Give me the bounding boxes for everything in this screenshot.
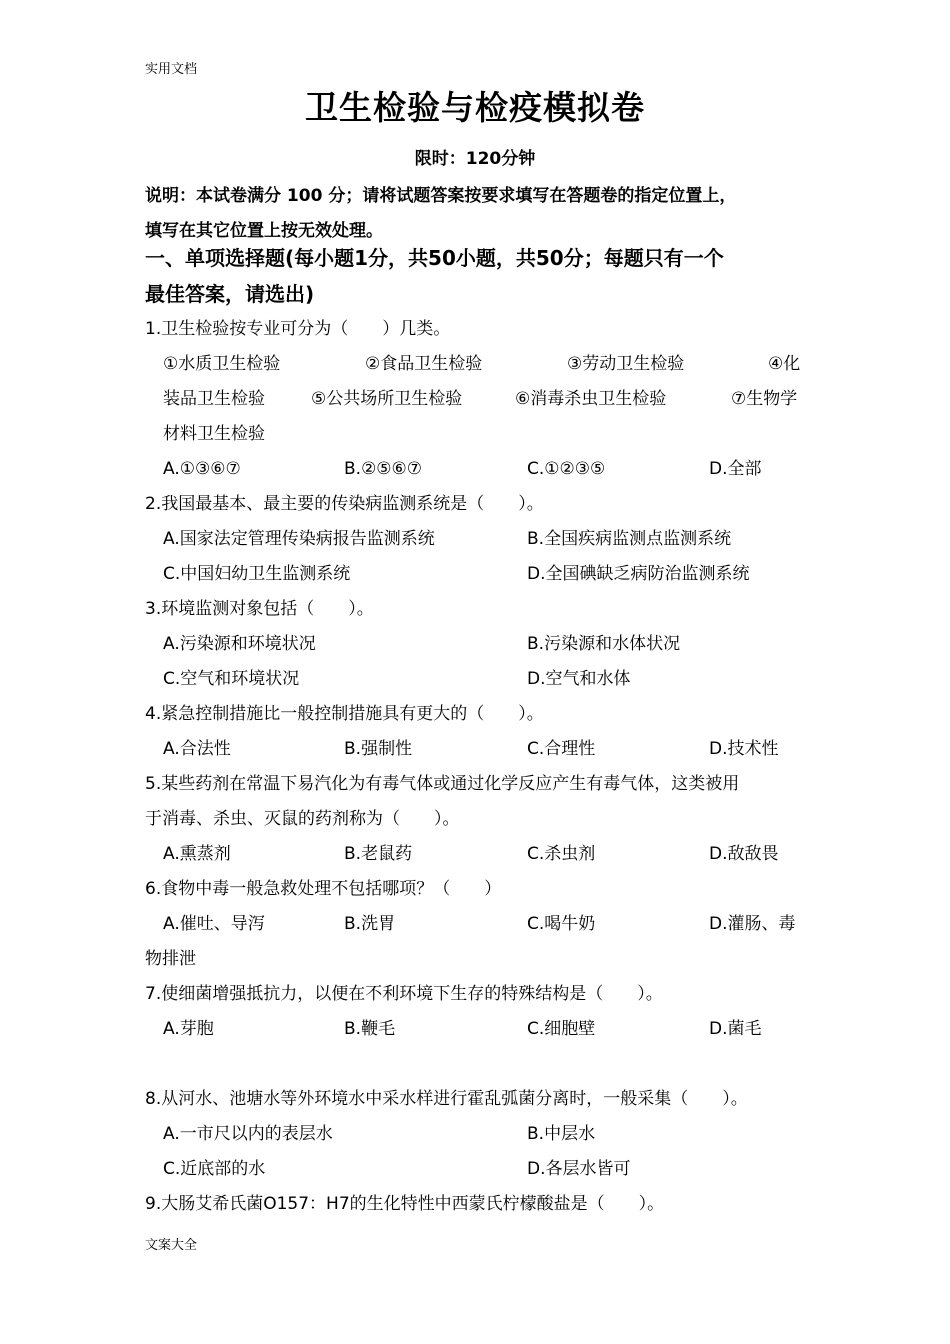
q4-option-b: B.强制性 (344, 739, 413, 759)
q7-option-a: A.芽胞 (163, 1019, 214, 1039)
instructions (145, 179, 810, 249)
question-5-stem-line-1: 5.某些药剂在常温下易汽化为有毒气体或通过化学反应产生有毒气体，这类被用 (145, 774, 740, 794)
question-3-stem: 3.环境监测对象包括（ ）。 (145, 599, 374, 619)
q1-item-7-cont: 材料卫生检验 (163, 424, 265, 444)
q6-option-a: A.催吐、导泻 (163, 914, 265, 934)
q7-option-c: C.细胞壁 (527, 1019, 596, 1039)
q5-option-a: A.熏蒸剂 (163, 844, 231, 864)
question-9-stem: 9.大肠艾希氏菌O157：H7的生化特性中西蒙氏柠檬酸盐是（ ）。 (145, 1194, 665, 1214)
q1-item-1: ①水质卫生检验 (163, 354, 281, 374)
q6-option-b: B.洗胃 (344, 914, 396, 934)
q6-option-d: D.灌肠、毒 (709, 914, 796, 934)
question-8-stem (145, 1082, 825, 1117)
question-5-stem (145, 767, 810, 837)
section-heading-line-1: 一、单项选择题(每小题1分，共50小题，共50分；每题只有一个 (145, 246, 724, 270)
q2-option-b: B.全国疾病监测点监测系统 (527, 529, 732, 549)
page-footer-note: 文案大全 (145, 1238, 198, 1253)
q1-item-4-part: ④化 (768, 354, 801, 374)
instructions-line-2: 填写在其它位置上按无效处理。 (145, 221, 383, 241)
q2-option-c: C.中国妇幼卫生监测系统 (163, 564, 351, 584)
q1-item-5: ⑤公共场所卫生检验 (311, 389, 463, 409)
time-limit: 限时：120分钟 (414, 149, 536, 169)
instructions-line-1: 说明：本试卷满分 100 分；请将试题答案按要求填写在答题卷的指定位置上， (145, 186, 737, 206)
q1-option-c: C.①②③⑤ (527, 459, 606, 479)
section-heading-line-2: 最佳答案，请选出) (145, 282, 315, 306)
question-8-stem-text: 8.从河水、池塘水等外环境水中采水样进行霍乱弧菌分离时，一般采集（ ）。 (145, 1089, 748, 1109)
q5-option-b: B.老鼠药 (344, 844, 413, 864)
question-1-stem: 1.卫生检验按专业可分为（ ）几类。 (145, 319, 451, 339)
question-5-stem-line-2: 于消毒、杀虫、灭鼠的药剂称为（ ）。 (145, 809, 460, 829)
q4-option-a: A.合法性 (163, 739, 231, 759)
q3-option-a: A.污染源和环境状况 (163, 634, 316, 654)
q1-item-4-cont: 装品卫生检验 (163, 389, 265, 409)
q8-option-c: C.近底部的水 (163, 1159, 266, 1179)
q1-item-2: ②食品卫生检验 (365, 354, 483, 374)
question-6-stem: 6.食物中毒一般急救处理不包括哪项？（ ） (145, 879, 502, 899)
q1-option-a: A.①③⑥⑦ (163, 459, 241, 479)
q8-option-b: B.中层水 (527, 1124, 596, 1144)
q7-option-b: B.鞭毛 (344, 1019, 396, 1039)
q5-option-c: C.杀虫剂 (527, 844, 596, 864)
exam-title: 卫生检验与检疫模拟卷 (305, 88, 645, 127)
q4-option-c: C.合理性 (527, 739, 596, 759)
q3-option-b: B.污染源和水体状况 (527, 634, 681, 654)
q2-option-a: A.国家法定管理传染病报告监测系统 (163, 529, 435, 549)
q1-item-6: ⑥消毒杀虫卫生检验 (515, 389, 667, 409)
question-4-stem: 4.紧急控制措施比一般控制措施具有更大的（ ）。 (145, 704, 544, 724)
q4-option-d: D.技术性 (709, 739, 779, 759)
q6-option-c: C.喝牛奶 (527, 914, 596, 934)
q1-item-7-part: ⑦生物学 (731, 389, 798, 409)
q8-option-d: D.各层水皆可 (527, 1159, 631, 1179)
section-heading (145, 240, 810, 312)
page-header-note: 实用文档 (145, 62, 198, 77)
q1-option-b: B.②⑤⑥⑦ (344, 459, 423, 479)
q3-option-d: D.空气和水体 (527, 669, 631, 689)
q7-option-d: D.菌毛 (709, 1019, 762, 1039)
q6-option-d-continuation: 物排泄 (145, 949, 196, 969)
question-2-stem: 2.我国最基本、最主要的传染病监测系统是（ ）。 (145, 494, 544, 514)
q3-option-c: C.空气和环境状况 (163, 669, 300, 689)
question-7-stem: 7.使细菌增强抵抗力，以便在不利环境下生存的特殊结构是（ ）。 (145, 984, 663, 1004)
q8-option-a: A.一市尺以内的表层水 (163, 1124, 333, 1144)
q5-option-d: D.敌敌畏 (709, 844, 779, 864)
q1-item-3: ③劳动卫生检验 (567, 354, 685, 374)
q2-option-d: D.全国碘缺乏病防治监测系统 (527, 564, 750, 584)
q1-option-d: D.全部 (709, 459, 762, 479)
